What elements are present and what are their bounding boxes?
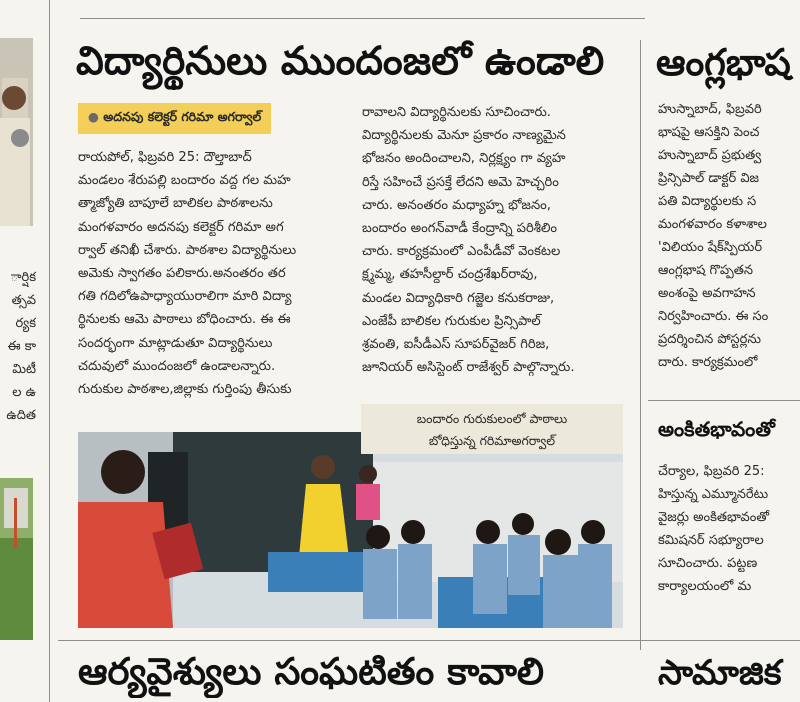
byline-text: అదనపు కలెక్టర్ గరిమా అగర్వాల్: [103, 109, 262, 124]
right-article-top-body: హుస్నాబాద్, ఫిబ్రవరి భాషపై ఆసక్తిని పెంచ హుస్నాబాద్ ప్రభుత్వ ప్రిన్సిపాల్ డాక్టర్ విజ పతి విద్యార్థులకు స మంగళవారం కళాశాల 'విలియం షేక్‌స్పియర్ ఆంగ్లభాష గొప్పతన అంశంపై అవగాహన నిర్వహించారు. ఈ సం ప్రదర్శించిన పోస్టర్లను దారు. కార్యక్రమంలో: [658, 102, 769, 370]
bottom-headline: ఆర్యవైశ్యులు సంఘటితం కావాలి: [78, 650, 545, 693]
photo-caption-line-2: బోధిస్తున్న గరిమాఅగర్వాల్: [428, 433, 556, 448]
left-column-rule: [49, 0, 50, 702]
bullet-icon: ●: [88, 109, 99, 124]
article-column-2: రావాలని విద్యార్థినులకు సూచించారు. విద్యార్థినులకు మెనూ ప్రకారం నాణ్యమైన భోజనం అందించాలని, నిర్లక్ష్యం గా వ్యహ రిస్తే సహించే ప్రసక్తే లేదని అమె హెచ్చరిం చారు. అనంతరం మధ్యాహ్న భోజనం, బందారం అంగన్‌వాడీ కేంద్రాన్ని పరిశీలిం చారు. కార్యక్రమంలో ఎంపీడీవో వెంకటల క్ష్మమ్మ, తహసీల్దార్ చంద్రశేఖర్‌రావు, మండల విద్యాధికారి గజ్జెల కనుకరాజు, ఎంజేపీ బాలికల గురుకుల ప్రిన్సిపాల్ శ్రవంతి, ఐసీడీఎస్ సూపర్‌వైజర్ గిరిజ, జూనియర్ అసిస్టెంట్ రాజేశ్వర్ పాల్గొన్నారు.: [362, 105, 575, 376]
left-top-photo: [0, 38, 33, 226]
right-article-mid-body: చేర్యాల, ఫిబ్రవరి 25: హిస్తున్న ఎమ్మూనరేటు వైజర్లు అంకితభావంతో కమిషనర్ సభ్యూరాల సూచించారు. పట్టణ కార్యాలయంలో మ: [658, 464, 770, 594]
right-headline-mid: అంకితభావంతో: [658, 417, 775, 441]
photo-caption: [361, 404, 623, 454]
right-column-rule: [640, 40, 641, 650]
right-bottom-headline: సామాజిక: [658, 653, 782, 693]
article-column-1: రాయపోల్, ఫిబ్రవరి 25: దౌల్తాబాద్ మండలం శేరుపల్లి బందారం వద్ద గల మహ త్మాజ్యోతి బాపూలే బాలికల పాఠశాలను మంగళవారం అదనపు కలెక్టర్ గరిమా అగ ర్వాల్ తనిఖీ చేశారు. పాఠశాల విద్యార్థినులు అమెకు స్వాగతం పలికారు.అనంతరం తర గతి గదిలోఉపాధ్యాయురాలిగా మారి విద్యా ర్థినులకు ఆమె పాఠాలు బోధించారు. ఈ ఈ సందర్భంగా మాట్లాడుతూ విద్యార్థినులు చదువులో ముందంజలో ఉండాలన్నారు. గురుకుల పాఠశాల,జిల్లాకు గుర్తింపు తీసుకు: [78, 150, 297, 398]
right-column-divider: [648, 400, 800, 401]
left-bottom-photo: [0, 478, 33, 640]
bottom-rule: [58, 640, 800, 641]
left-fragment-text: ార్షిక త్సవ ర్యక ఈ కా మిటీ ల ఉ ఉదిత: [6, 270, 36, 423]
top-rule: [80, 18, 645, 19]
byline: [78, 103, 271, 134]
photo-caption-line-1: బందారం గురుకులంలో పాఠాలు: [416, 411, 568, 426]
main-headline: విద్యార్థినులు ముందంజలో ఉండాలి: [76, 39, 605, 84]
classroom-photo: [78, 432, 623, 628]
right-headline-top: ఆంగ్లభాష: [656, 41, 791, 84]
